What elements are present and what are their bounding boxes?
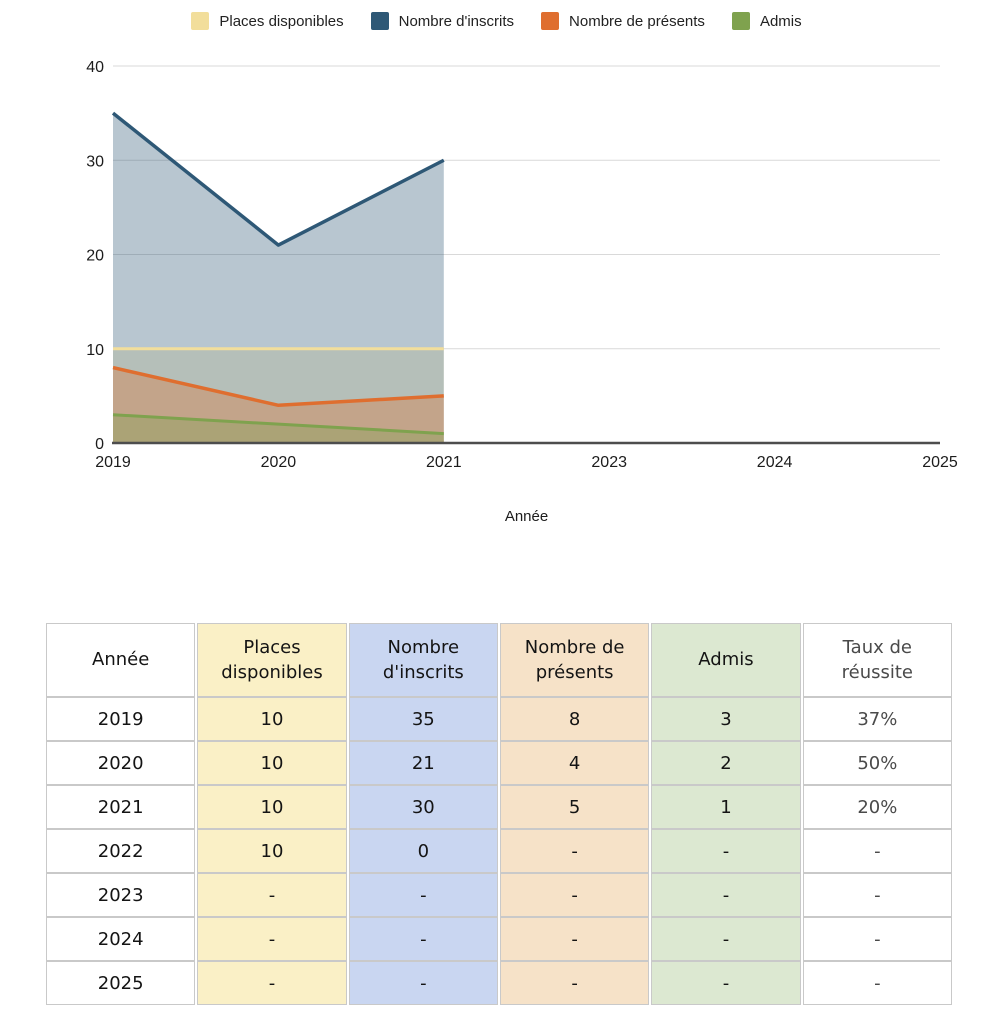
table-cell: 2024	[46, 917, 195, 961]
table-cell: -	[803, 917, 952, 961]
table-cell: 20%	[803, 785, 952, 829]
table-cell: -	[197, 961, 346, 1005]
header-row	[46, 623, 952, 697]
table-cell: -	[651, 829, 800, 873]
table-cell: 21	[349, 741, 498, 785]
x-tick-label: 2023	[591, 454, 627, 471]
header-cell: Année	[46, 623, 195, 697]
table-cell: -	[803, 961, 952, 1005]
x-tick-label: 2020	[260, 454, 297, 471]
table-row	[46, 961, 952, 1005]
y-tick-label: 30	[86, 153, 104, 171]
table-cell: 8	[500, 697, 649, 741]
table-cell: -	[349, 961, 498, 1005]
x-tick-label: 2021	[426, 454, 462, 471]
results-table-wrap	[44, 623, 954, 1005]
table-cell: -	[803, 873, 952, 917]
table-cell: 0	[349, 829, 498, 873]
results-table-body	[46, 697, 952, 1005]
table-cell: 2021	[46, 785, 195, 829]
table-cell: 35	[349, 697, 498, 741]
header-cell: Admis	[651, 623, 800, 697]
table-cell: 10	[197, 785, 346, 829]
table-cell: -	[500, 873, 649, 917]
table-cell: -	[500, 829, 649, 873]
header-cell: Places disponibles	[197, 623, 346, 697]
table-cell: 10	[197, 829, 346, 873]
table-cell: -	[197, 873, 346, 917]
table-cell: 1	[651, 785, 800, 829]
header-cell: Nombre d'inscrits	[349, 623, 498, 697]
table-cell: -	[803, 829, 952, 873]
x-axis-title: Année	[504, 508, 549, 525]
table-cell: 2019	[46, 697, 195, 741]
legend-label-admis: Admis	[759, 12, 802, 30]
x-tick-label: 2024	[756, 454, 793, 471]
table-cell: 10	[197, 741, 346, 785]
table-row	[46, 917, 952, 961]
table-cell: 10	[197, 697, 346, 741]
table-cell: 2023	[46, 873, 195, 917]
header-cell: Nombre de présents	[500, 623, 649, 697]
legend-label-places-disponibles: Places disponibles	[219, 12, 344, 30]
table-cell: 37%	[803, 697, 952, 741]
table-cell: 50%	[803, 741, 952, 785]
table-cell: 4	[500, 741, 649, 785]
table-cell: 3	[651, 697, 800, 741]
table-cell: 2025	[46, 961, 195, 1005]
legend-label-nombre-presents: Nombre de présents	[569, 12, 705, 30]
table-cell: -	[500, 961, 649, 1005]
x-tick-label: 2025	[922, 454, 958, 471]
table-row	[46, 741, 952, 785]
table-cell: 2022	[46, 829, 195, 873]
legend-label-nombre-inscrits: Nombre d'inscrits	[398, 12, 515, 30]
y-tick-label: 0	[95, 436, 104, 453]
table-cell: -	[500, 917, 649, 961]
table-cell: -	[651, 873, 800, 917]
table-cell: -	[197, 917, 346, 961]
x-tick-label: 2019	[95, 454, 131, 471]
table-row	[46, 873, 952, 917]
y-tick-label: 20	[86, 247, 104, 265]
table-cell: -	[651, 917, 800, 961]
table-row	[46, 829, 952, 873]
table-cell: -	[349, 873, 498, 917]
table-row	[46, 697, 952, 741]
table-cell: 2020	[46, 741, 195, 785]
table-cell: -	[651, 961, 800, 1005]
table-cell: 2	[651, 741, 800, 785]
table-cell: -	[349, 917, 498, 961]
results-table	[44, 623, 954, 1005]
header-cell: Taux de réussite	[803, 623, 952, 697]
table-cell: 5	[500, 785, 649, 829]
table-cell: 30	[349, 785, 498, 829]
results-table-head	[46, 623, 952, 697]
y-tick-label: 10	[86, 341, 104, 359]
table-row	[46, 785, 952, 829]
y-tick-label: 40	[86, 59, 104, 76]
